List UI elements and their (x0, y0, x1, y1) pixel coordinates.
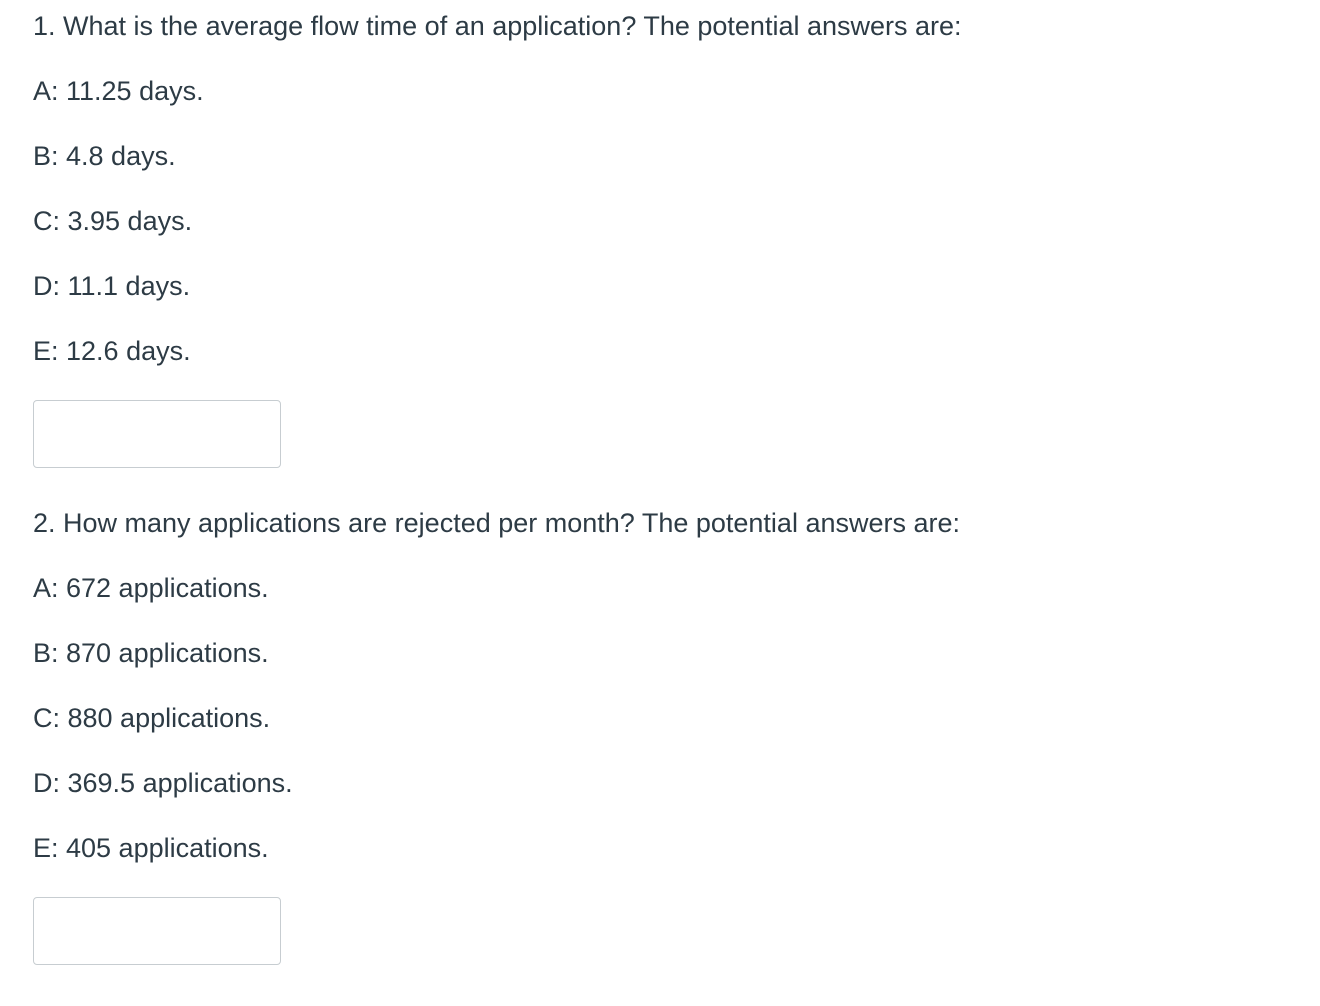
question-1-prompt: 1. What is the average flow time of an application? The potential answers are: (33, 11, 962, 41)
question-2-answer-input[interactable] (33, 897, 281, 965)
question-1-option-d: D: 11.1 days. (33, 271, 191, 301)
question-2-option-e: E: 405 applications. (33, 833, 269, 863)
question-2 (33, 507, 1233, 965)
question-2-option-c: C: 880 applications. (33, 703, 271, 733)
question-2-prompt: 2. How many applications are rejected per month? The potential answers are: (33, 508, 961, 538)
question-1-option-c: C: 3.95 days. (33, 206, 193, 236)
question-2-option-d: D: 369.5 applications. (33, 768, 293, 798)
question-1-option-e: E: 12.6 days. (33, 336, 191, 366)
question-2-option-b: B: 870 applications. (33, 638, 269, 668)
question-1-answer-input[interactable] (33, 400, 281, 468)
question-2-option-a: A: 672 applications. (33, 573, 269, 603)
question-1-option-b: B: 4.8 days. (33, 141, 176, 171)
question-1-option-a: A: 11.25 days. (33, 76, 204, 106)
question-1 (33, 10, 1233, 468)
